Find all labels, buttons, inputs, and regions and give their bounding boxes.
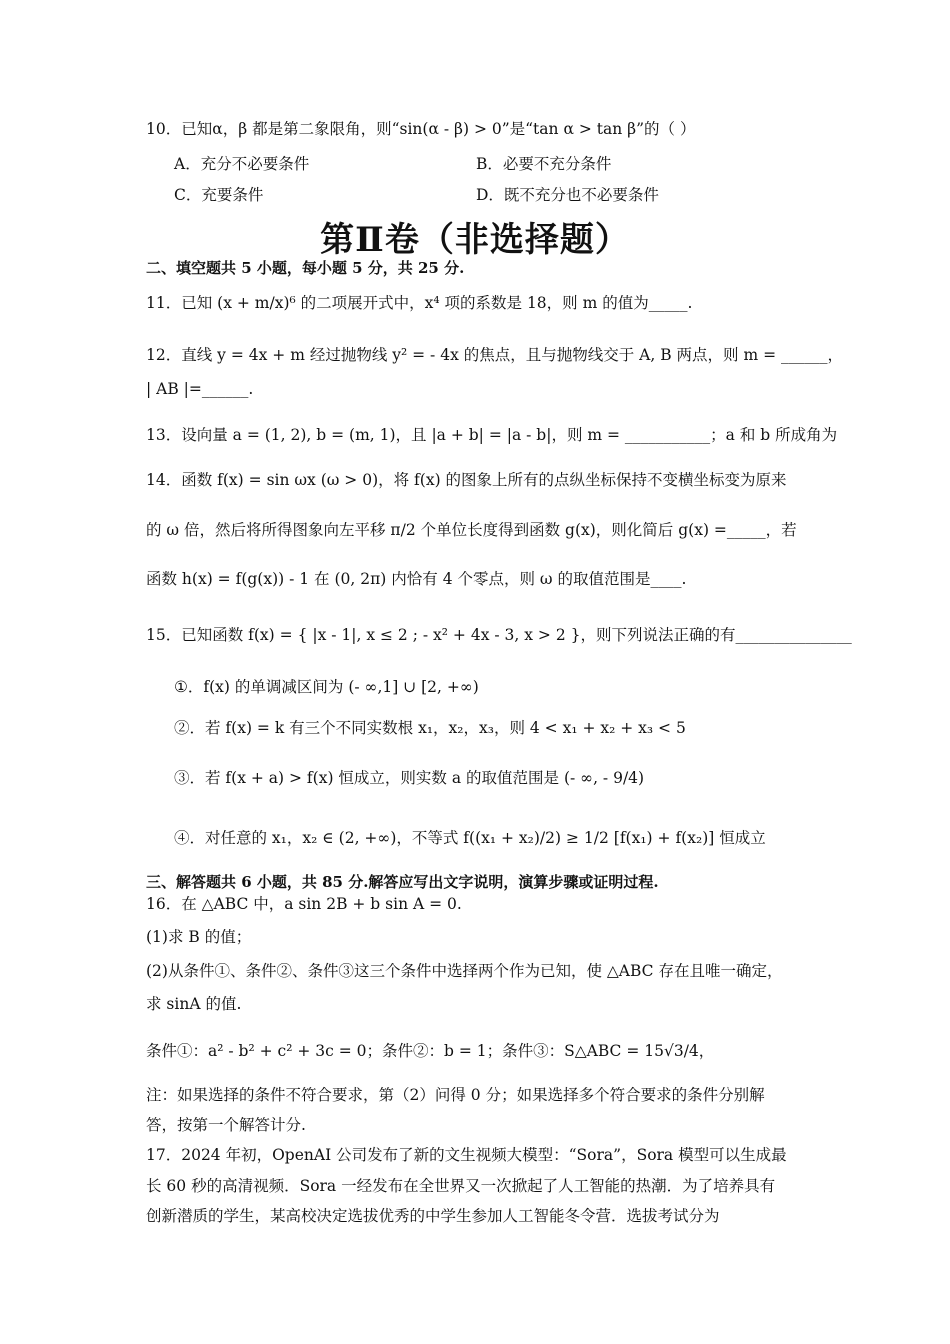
q15-statement-4: ④．对任意的 x₁，x₂ ∈ (2, +∞)，不等式 f((x₁ + x₂)/2) ≥ 1/2 [f(x₁) + f(x₂)] 恒成立 (174, 829, 766, 847)
q17-line1: 17．2024 年初，OpenAI 公司发布了新的文生视频大模型：“Sora”，Sora 模型可以生成最 (146, 1146, 787, 1164)
q10-option-d: D．既不充分也不必要条件 (476, 186, 659, 204)
fill-in-header: 二、填空题共 5 小题，每小题 5 分，共 25 分. (146, 259, 465, 277)
section-title: 第Ⅱ卷（非选择题） (320, 220, 630, 260)
q16-note-line1: 注：如果选择的条件不符合要求，第（2）问得 0 分；如果选择多个符合要求的条件分别解 (146, 1086, 765, 1104)
q16-part2-line1: (2)从条件①、条件②、条件③这三个条件中选择两个作为已知，使 △ABC 存在且唯一确定， (146, 962, 783, 980)
q13-text: 13．设向量 a = (1, 2), b = (m, 1)，且 |a + b| = |a - b|，则 m = ___________；a 和 b 所成角为 (146, 426, 838, 444)
q10-stem: 10．已知α，β 都是第二象限角，则“sin(α - β) > 0”是“tan α > tan β”的（ ） (146, 120, 696, 138)
q16-part2-line2: 求 sinA 的值. (146, 995, 242, 1013)
q14-line1: 14．函数 f(x) = sin ωx (ω > 0)，将 f(x) 的图象上所有的点纵坐标保持不变横坐标变为原来 (146, 471, 787, 489)
q17-line2: 长 60 秒的高清视频．Sora 一经发布在全世界又一次掀起了人工智能的热潮．为了培养具有 (146, 1177, 776, 1195)
q15-statement-2: ②．若 f(x) = k 有三个不同实数根 x₁，x₂，x₃，则 4 < x₁ + x₂ + x₃ < 5 (174, 719, 686, 737)
q16-part1: (1)求 B 的值； (146, 928, 252, 946)
q12-line2: | AB |=______. (146, 380, 254, 398)
q17-line3: 创新潜质的学生，某高校决定选拔优秀的中学生参加人工智能冬令营．选拔考试分为 (146, 1207, 720, 1225)
solution-header: 三、解答题共 6 小题，共 85 分.解答应写出文字说明，演算步骤或证明过程. (146, 873, 659, 891)
q10-option-c: C．充要条件 (174, 186, 264, 204)
q10-option-b: B．必要不充分条件 (476, 155, 612, 173)
q15-statement-3: ③．若 f(x + a) > f(x) 恒成立，则实数 a 的取值范围是 (- ∞, - 9/4) (174, 769, 645, 787)
q11-text: 11．已知 (x + m/x)⁶ 的二项展开式中，x⁴ 项的系数是 18，则 m 的值为_____. (146, 294, 693, 312)
q14-line3: 函数 h(x) = f(g(x)) - 1 在 (0, 2π) 内恰有 4 个零点，则 ω 的取值范围是____. (146, 570, 687, 588)
q15-stem: 15．已知函数 f(x) = { |x - 1|, x ≤ 2 ; - x² + 4x - 3, x > 2 }，则下列说法正确的有_______________ (146, 626, 852, 644)
q15-statement-1: ①．f(x) 的单调减区间为 (- ∞,1] ∪ [2, +∞) (174, 678, 479, 696)
q12-line1: 12．直线 y = 4x + m 经过抛物线 y² = - 4x 的焦点，且与抛物线交于 A, B 两点，则 m = ______， (146, 346, 844, 364)
q16-conditions: 条件①：a² - b² + c² + 3c = 0；条件②：b = 1；条件③：S△ABC = 15√3/4， (146, 1042, 715, 1060)
q14-line2: 的 ω 倍，然后将所得图象向左平移 π/2 个单位长度得到函数 g(x)，则化简后 g(x) =_____，若 (146, 521, 797, 539)
q16-stem: 16．在 △ABC 中，a sin 2B + b sin A = 0. (146, 895, 462, 913)
q16-note-line2: 答，按第一个解答计分. (146, 1116, 306, 1134)
q10-option-a: A．充分不必要条件 (174, 155, 310, 173)
